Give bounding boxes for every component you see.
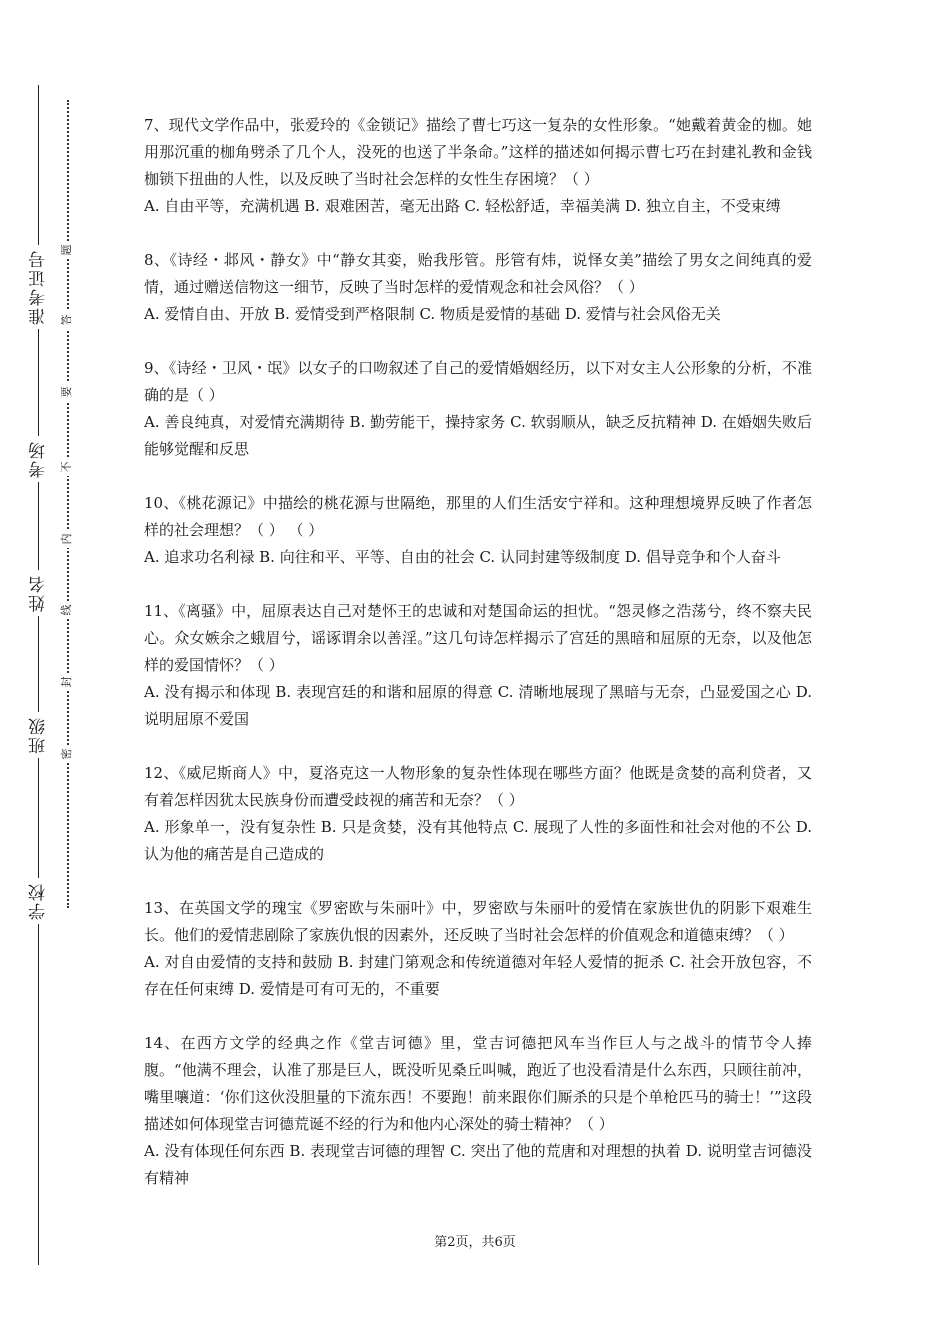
name-label: 姓名 [22, 570, 56, 616]
question-stem: 14、在西方文学的经典之作《堂吉诃德》里，堂吉诃德把风车当作巨人与之战斗的情节令人捧腹。“他满不理会，认准了那是巨人，既没听见桑丘叫喊，跑近了也没看清是什么东西，只顾往前冲，嘴里嚷道：‘你们这伙没胆量的下流东西！不要跑！前来跟你们厮杀的只是个单枪匹马的骑士！’”这段描述如何体现堂吉诃德荒诞不经的行为和他内心深处的骑士精神？（ ） [144, 1034, 812, 1133]
exam-room-label: 考场 [22, 436, 56, 482]
seal-char: 题 [60, 241, 74, 259]
class-label: 班级 [22, 712, 56, 758]
question-9 [144, 355, 812, 463]
question-stem: 7、现代文学作品中，张爱玲的《金锁记》描绘了曹七巧这一复杂的女性形象。“她戴着黄金的枷。她用那沉重的枷角劈杀了几个人，没死的也送了半条命。”这样的描述如何揭示曹七巧在封建礼教和金钱枷锁下扭曲的人性，以及反映了当时社会怎样的女性生存困境？（ ） [144, 116, 812, 188]
seal-char: 内 [60, 530, 74, 548]
question-11 [144, 598, 812, 733]
question-8 [144, 247, 812, 328]
exam-number-label: 准考证号 [22, 245, 56, 329]
question-10 [144, 490, 812, 571]
question-options: A. 善良纯真，对爱情充满期待 B. 勤劳能干，操持家务 C. 软弱顺从，缺乏反抗精神 D. 在婚姻失败后能够觉醒和反思 [144, 413, 812, 458]
question-stem: 13、在英国文学的瑰宝《罗密欧与朱丽叶》中，罗密欧与朱丽叶的爱情在家族世仇的阴影下艰难生长。他们的爱情悲剧除了家族仇恨的因素外，还反映了当时社会怎样的价值观念和道德束缚？（ ） [144, 899, 812, 944]
seal-dotted-line [67, 100, 69, 908]
question-stem: 11、《离骚》中，屈原表达自己对楚怀王的忠诚和对楚国命运的担忧。“怨灵修之浩荡兮，终不察夫民心。众女嫉余之蛾眉兮，谣诼谓余以善淫。”这几句诗怎样揭示了宫廷的黑暗和屈原的无奈，以及他怎样的爱国情怀？（ ） [144, 602, 812, 674]
seal-char: 要 [60, 383, 74, 401]
question-options: A. 追求功名利禄 B. 向往和平、平等、自由的社会 C. 认同封建等级制度 D. 倡导竞争和个人奋斗 [144, 548, 781, 566]
seal-char: 不 [60, 458, 74, 476]
seal-char: 密 [60, 745, 74, 763]
seal-char: 答 [60, 311, 74, 329]
question-options: A. 对自由爱情的支持和鼓励 B. 封建门第观念和传统道德对年轻人爱情的扼杀 C. 社会开放包容，不存在任何束缚 D. 爱情是可有可无的，不重要 [144, 953, 812, 998]
question-options: A. 形象单一，没有复杂性 B. 只是贪婪，没有其他特点 C. 展现了人性的多面性和社会对他的不公 D. 认为他的痛苦是自己造成的 [144, 818, 812, 863]
seal-char: 线 [60, 601, 74, 619]
question-stem: 8、《诗经・邶风・静女》中“静女其娈，贻我彤管。彤管有炜，说怿女美”描绘了男女之间纯真的爱情，通过赠送信物这一细节，反映了当时怎样的爱情观念和社会风俗？（ ） [144, 251, 812, 296]
question-options: A. 没有体现任何东西 B. 表现堂吉诃德的理智 C. 突出了他的荒唐和对理想的执着 D. 说明堂吉诃德没有精神 [144, 1142, 812, 1187]
question-14 [144, 1030, 812, 1192]
school-label: 学校 [22, 878, 56, 924]
question-7 [144, 112, 812, 220]
question-list [144, 112, 812, 1219]
seal-char: 封 [60, 673, 74, 691]
page-number: 第2页，共6页 [434, 1235, 516, 1250]
question-options: A. 爱情自由、开放 B. 爱情受到严格限制 C. 物质是爱情的基础 D. 爱情与社会风俗无关 [144, 305, 721, 323]
question-stem: 9、《诗经・卫风・氓》以女子的口吻叙述了自己的爱情婚姻经历，以下对女主人公形象的分析，不准确的是（ ） [144, 359, 812, 404]
question-12 [144, 760, 812, 868]
question-options: A. 自由平等，充满机遇 B. 艰难困苦，毫无出路 C. 轻松舒适，幸福美满 D. 独立自主，不受束缚 [144, 197, 781, 215]
question-stem: 12、《威尼斯商人》中，夏洛克这一人物形象的复杂性体现在哪些方面？他既是贪婪的高利贷者，又有着怎样因犹太民族身份而遭受歧视的痛苦和无奈？（ ） [144, 764, 812, 809]
question-stem: 10、《桃花源记》中描绘的桃花源与世隔绝，那里的人们生活安宁祥和。这种理想境界反映了作者怎样的社会理想？（ ） （ ） [144, 494, 812, 539]
question-options: A. 没有揭示和体现 B. 表现宫廷的和谐和屈原的得意 C. 清晰地展现了黑暗与无奈，凸显爱国之心 D. 说明屈原不爱国 [144, 683, 812, 728]
question-13 [144, 895, 812, 1003]
